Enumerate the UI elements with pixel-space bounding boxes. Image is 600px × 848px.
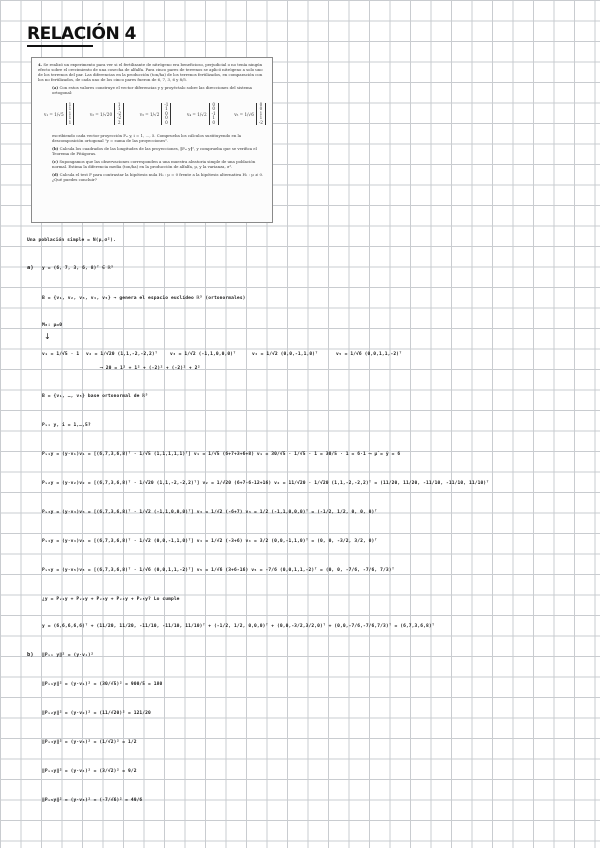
vector-entry: 0: [212, 106, 215, 112]
vector-entries: [114, 103, 124, 125]
part-c-text: Supongamos que las observaciones corresponden a una muestra aleatoria simple de una población normal. Estima la diferencia media (ton/ha) en la producción de alfalfa, μ, y la varianza, σ².: [52, 159, 256, 169]
part-a-tail: escribiendo cada vector proyección Pᵥᵢ y, i = 1, …, 5. Comprueba los cálculos sustituyendo en la descomposición ortogonal "y = suma de las proyecciones".: [52, 133, 242, 143]
vector-entry: 0: [259, 106, 263, 112]
note-b-intro: ‖Pᵥᵢ y‖² = (y·vᵢ)²: [42, 653, 94, 658]
note-norm-3: ‖Pᵥ₃y‖² = (y·v₃)² = (1/√2)² = 1/2: [42, 740, 137, 745]
vector-entry: 1: [68, 119, 72, 125]
vector-label: v₂ = 1/√20: [89, 111, 113, 117]
vector-entries: [209, 103, 219, 125]
vector-label: v₃ = 1/√2: [139, 111, 160, 117]
note-a-basis: B = {v₁, v₂, v₃, v₄, v₅} → genera el espacio euclídeo ℝ⁵ (ortonormales): [42, 296, 246, 301]
part-b: [52, 146, 266, 156]
note-v4: v₄ = 1/√2 (0,0,-1,1,0)ᵀ: [252, 352, 318, 357]
vector-entry: -1: [164, 101, 169, 107]
vector-v5: [234, 103, 266, 125]
vector-list: [44, 101, 266, 127]
note-proj-3: Pᵥ₃y = (y·v₃)v₃ = [(6,7,3,6,8)ᵀ · 1/√2 (-1,1,0,0,0)ᵀ] v₃ = 1/√2 (-6+7) v₃ = 1/2 (-1,1,0,0,0)ᵀ = (-1/2, 1/2, 0, 0, 0)ᵀ: [42, 510, 378, 515]
vector-entry: -2: [117, 110, 122, 116]
vector-entry: 0: [259, 101, 263, 107]
exercise-statement: [31, 57, 273, 223]
vector-entry: 1: [68, 106, 72, 112]
down-arrow-icon: ↓: [44, 332, 51, 341]
part-a-text: Con estos valores construye el vector diferencias y y proyéctalo sobre las direcciones del sistema ortogonal:: [52, 85, 252, 95]
exercise-intro-text: Se realizó un experimento para ver si el fertilizante de nitrógeno era beneficioso, perjudicial o no tenía ningún efecto sobre el crecimiento de una cosecha de alfalfa. Para cinco pares de terrenos se aplicó nitrógeno a solo uno de los terrenos del par. Las diferencias en la producción (ton/ha) de los terrenos fertilizados, en comparación con los no fertilizados, de cada uno de los cinco pares fueron de 6, 7, 3, 6 y 8/5.: [38, 62, 263, 82]
part-a: [52, 85, 266, 95]
vector-label: v₁ = 1/√5: [44, 111, 64, 117]
note-proj-2: Pᵥ₂y = (y·v₂)v₂ = [(6,7,3,6,8)ᵀ · 1/√20 (1,1,-2,-2,2)ᵀ] v₂ = 1/√20 (6+7-6-12+16) v₂ = 11/√20 · 1/√20 (1,1,-2,-2,2)ᵀ = (11/20, 11/20, -11/10, -11/10, 11/10)ᵀ: [42, 481, 490, 486]
vector-entry: 0: [212, 101, 215, 107]
note-norm-1: ‖Pᵥ₁y‖² = (y·v₁)² = (30/√5)² = 900/5 = 180: [42, 682, 163, 687]
note-v3: v₃ = 1/√2 (-1,1,0,0,0)ᵀ: [170, 352, 236, 357]
vector-entry: 1: [117, 106, 121, 112]
note-norm-5: ‖Pᵥ₅y‖² = (y·v₅)² = (-7/√6)² = 49/6: [42, 798, 143, 803]
note-a-model: M₀: μ=0: [42, 323, 63, 328]
part-c: [52, 159, 266, 169]
vector-label: v₅ = 1/√6: [234, 111, 254, 117]
vector-entry: 1: [117, 101, 121, 107]
note-v2: v₂ = 1/√20 (1,1,-2,-2,2)ᵀ: [86, 352, 158, 357]
note-v1: v₁ = 1/√5 · 1: [42, 352, 80, 357]
note-intro: Una población simple = N(μ,σ²).: [27, 238, 116, 243]
exercise-intro: [38, 62, 266, 82]
vector-entry: 0: [212, 119, 215, 125]
note-proj-5: Pᵥ₅y = (y·v₅)v₅ = [(6,7,3,6,8)ᵀ · 1/√6 (0,0,1,1,-2)ᵀ] v₅ = 1/√6 (3+6-16) v₅ = -7/6 (0,0,1,1,-2)ᵀ = (0, 0, -7/6, -7/6, 7/3)ᵀ: [42, 568, 395, 573]
part-b-label: (b): [52, 146, 59, 151]
vector-entry: -1: [211, 110, 216, 116]
vector-entry: 0: [165, 115, 168, 121]
vector-label: v₄ = 1/√2: [187, 111, 207, 117]
vector-v2: [90, 103, 124, 125]
note-basis: B = {v₁, …, v₅} base ortonormal de ℝ⁵: [42, 394, 149, 399]
exercise-number: 4.: [38, 62, 43, 67]
part-b-text: Calcula los cuadrados de las longitudes de las proyecciones, ‖Pᵥᵢ y‖², y comprueba que se verifica el Teorema de Pitágoras.: [52, 146, 257, 156]
vector-entry: 2: [117, 119, 121, 125]
vector-entries: [161, 103, 171, 125]
note-sum-check: ¿y = Pᵥ₁y + Pᵥ₂y + Pᵥ₃y + Pᵥ₄y + Pᵥ₅y? Lo cumple: [42, 597, 180, 602]
vector-entry: 0: [165, 110, 168, 116]
note-a-label: a): [27, 265, 34, 271]
page-title: RELACIÓN 4: [27, 24, 136, 44]
part-d: [52, 172, 266, 182]
vector-entry: -2: [258, 119, 263, 125]
part-c-label: (c): [52, 159, 59, 164]
note-norm-4: ‖Pᵥ₄y‖² = (y·v₄)² = (3/√2)² = 9/2: [42, 769, 137, 774]
vector-entry: 1: [165, 106, 168, 112]
part-a-label: (a): [52, 85, 59, 90]
vector-entry: 0: [165, 119, 168, 125]
vector-v3: [140, 103, 172, 125]
part-d-text: Calcula el test F para contrastar la hipótesis nula H₀ : μ = 0 frente a la hipótesis alternativa H₁ : μ ≠ 0. ¿Qué puedes concluir?: [52, 172, 264, 182]
vector-entry: 1: [259, 115, 263, 121]
vector-entry: 1: [212, 115, 215, 121]
note-proj-intro: Pᵥᵢ y, i = 1,…,5?: [42, 423, 91, 428]
note-proj-1: Pᵥ₁y = (y·v₁)v₁ = [(6,7,3,6,8)ᵀ · 1/√5 (1,1,1,1,1)ᵀ] v₁ = 1/√5 (6+7+3+6+8) v₁ = 30/√5 · 1/√5 · 1 = 30/5 · 1 = 6·1 ⟶ μ̂ = ȳ = 6: [42, 452, 401, 457]
vector-v1: [44, 103, 74, 125]
title-underline: [27, 45, 93, 47]
note-a-y: y = (6, 7, 3, 6, 8)ᵀ ∈ ℝ⁵: [42, 266, 114, 271]
vector-entry: -2: [117, 115, 122, 121]
vector-entries: [66, 103, 75, 125]
vector-v4: [187, 103, 219, 125]
vector-entry: 1: [68, 110, 72, 116]
note-v2-detail: ⟶ 20 = 1² + 1² + (-2)² + (-2)² + 2²: [100, 366, 201, 371]
vector-entry: 1: [259, 110, 263, 116]
note-proj-4: Pᵥ₄y = (y·v₄)v₄ = [(6,7,3,6,8)ᵀ · 1/√2 (0,0,-1,1,0)ᵀ] v₄ = 1/√2 (-3+6) v₄ = 3/2 (0,0,-1,1,0)ᵀ = (0, 0, -3/2, 3/2, 0)ᵀ: [42, 539, 378, 544]
part-d-label: (d): [52, 172, 59, 177]
vector-entries: [256, 103, 266, 125]
vector-entry: 1: [68, 101, 72, 107]
note-norm-2: ‖Pᵥ₂y‖² = (y·v₂)² = (11/√20)² = 121/20: [42, 711, 151, 716]
note-b-label: b): [27, 652, 34, 658]
note-sum-line: y = (6,6,6,6,6)ᵀ + (11/20, 11/20, -11/10, -11/10, 11/10)ᵀ + (-1/2, 1/2, 0,0,0)ᵀ + (0,0,-3/2,3/2,0)ᵀ + (0,0,-7/6,-7/6,7/3)ᵀ = (6,7,3,6,8)ᵀ: [42, 624, 435, 629]
note-v5: v₅ = 1/√6 (0,0,1,1,-2)ᵀ: [336, 352, 402, 357]
vector-entry: 1: [68, 115, 72, 121]
